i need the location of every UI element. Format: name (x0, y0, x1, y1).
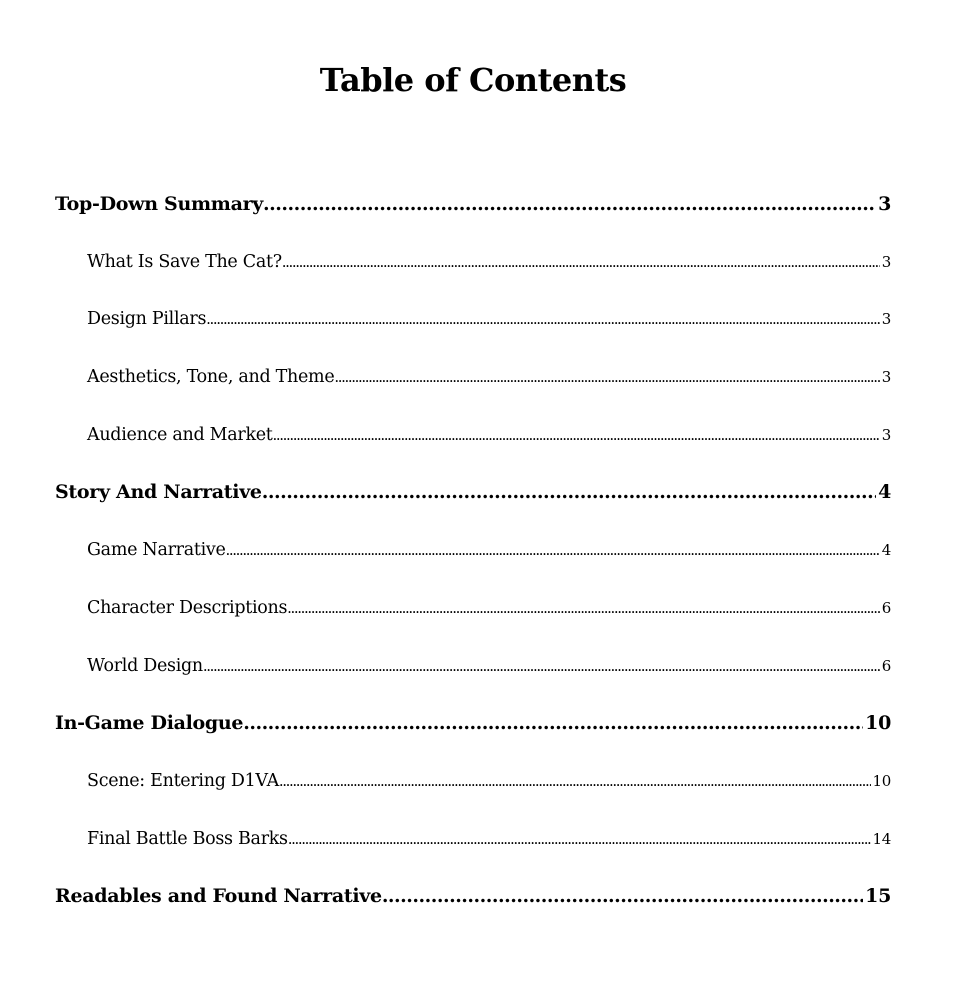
toc-dot-leader (226, 532, 880, 568)
toc-entry-label: Game Narrative (87, 540, 226, 561)
toc-page-number: 3 (881, 252, 891, 271)
toc-dot-leader (382, 878, 863, 914)
toc-title: Table of Contents (319, 61, 627, 99)
toc-page-number: 3 (878, 193, 891, 215)
toc-subsection-link[interactable] (55, 821, 891, 879)
toc-entry-label: Story And Narrative (55, 481, 262, 504)
toc-entry-label: In-Game Dialogue (55, 712, 244, 735)
toc-section-link[interactable] (55, 474, 891, 532)
toc-page-number: 10 (872, 771, 891, 790)
toc-dot-leader (288, 821, 871, 857)
toc-dot-leader (263, 186, 876, 222)
toc-subsection-link[interactable] (55, 763, 891, 821)
toc-dot-leader (287, 590, 880, 626)
toc-entry-label: Character Descriptions (87, 597, 288, 618)
toc-entry-label: Top-Down Summary (55, 193, 264, 215)
toc-subsection-link[interactable] (55, 648, 891, 706)
toc-list (55, 186, 891, 936)
toc-section-link[interactable] (55, 705, 891, 763)
toc-entry-label: Audience and Market (87, 424, 273, 445)
toc-section-link[interactable] (55, 878, 891, 936)
toc-subsection-link[interactable] (55, 590, 891, 648)
toc-page-number: 14 (872, 829, 891, 848)
toc-dot-leader (334, 359, 879, 395)
toc-page-number: 3 (881, 310, 891, 329)
toc-entry-label: Final Battle Boss Barks (87, 828, 288, 849)
toc-entry-label: Design Pillars (87, 309, 207, 330)
toc-entry-label: What Is Save The Cat? (87, 251, 282, 272)
toc-dot-leader (203, 648, 880, 684)
toc-section-link[interactable] (55, 186, 891, 244)
toc-page-number: 3 (881, 368, 891, 387)
toc-page-number: 4 (881, 541, 891, 560)
toc-dot-leader (262, 474, 876, 510)
toc-dot-leader (243, 705, 863, 741)
toc-entry-label: Readables and Found Narrative (55, 885, 382, 908)
toc-page-number: 4 (878, 481, 891, 504)
toc-page-number: 10 (865, 712, 891, 735)
toc-subsection-link[interactable] (55, 301, 891, 359)
toc-page-number: 6 (881, 598, 891, 617)
toc-dot-leader (206, 301, 880, 337)
toc-dot-leader (282, 244, 880, 280)
toc-dot-leader (273, 417, 880, 453)
toc-entry-label: Aesthetics, Tone, and Theme (87, 367, 335, 388)
toc-subsection-link[interactable] (55, 244, 891, 302)
toc-page-number: 6 (881, 656, 891, 675)
toc-subsection-link[interactable] (55, 532, 891, 590)
toc-entry-label: Scene: Entering D1VA (87, 770, 279, 791)
toc-page-number: 3 (881, 425, 891, 444)
toc-entry-label: World Design (87, 655, 203, 676)
toc-subsection-link[interactable] (55, 417, 891, 475)
toc-page-number: 15 (865, 885, 891, 908)
toc-dot-leader (279, 763, 871, 799)
toc-subsection-link[interactable] (55, 359, 891, 417)
